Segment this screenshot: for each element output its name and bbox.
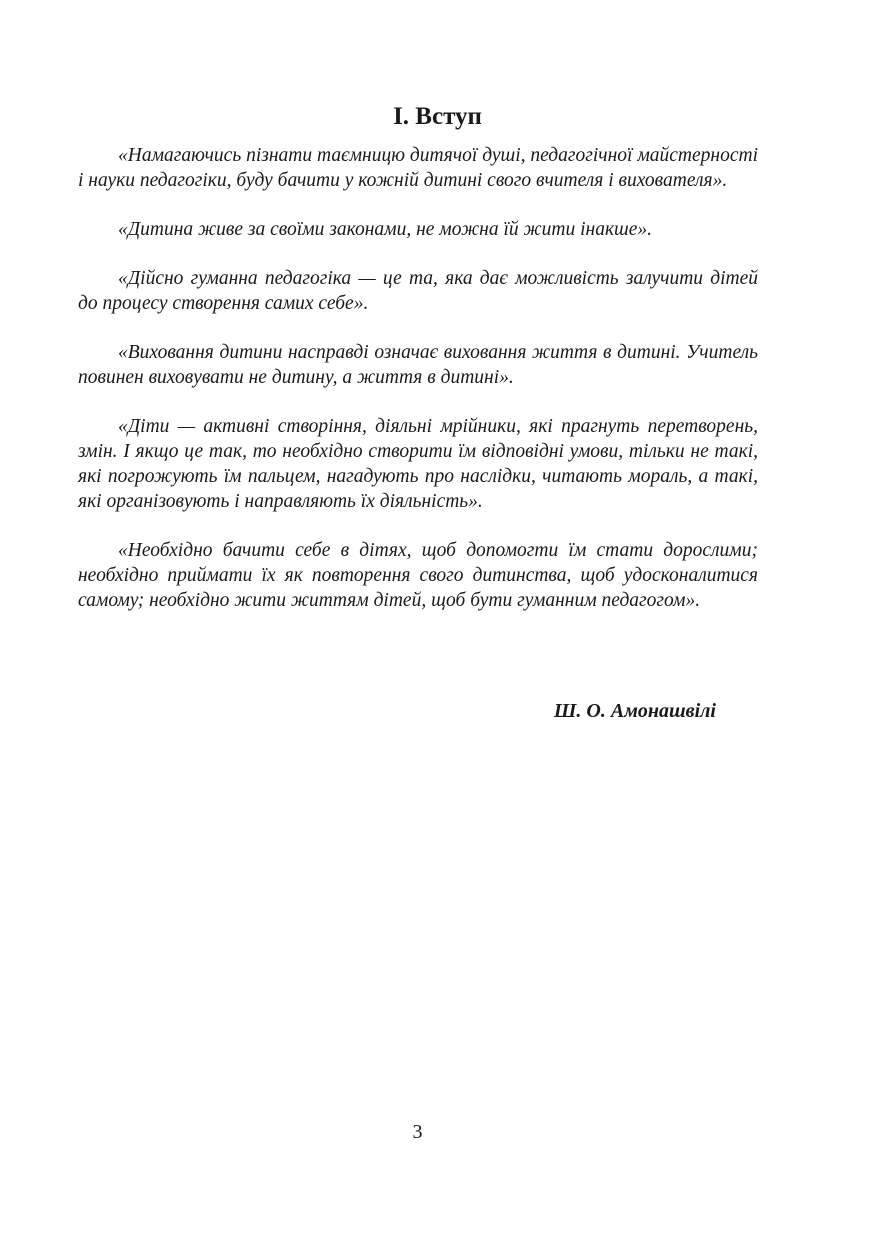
quote-1: «Намагаючись пізнати таємницю дитячої душі, педагогічної майстерності і науки педагогіки, буду бачити у кожній дитині свого вчителя і вихователя». <box>78 145 758 191</box>
quote-6: «Необхідно бачити себе в дітях, щоб допомогти їм стати дорослими; необхідно приймати їх як повторення свого дитинства, щоб удосконалитися самому; необхідно жити життям дітей, щоб бути гуманним педагогом». <box>78 540 758 611</box>
quote-5: «Діти — активні створіння, діяльні мрійники, які прагнуть перетворень, змін. І якщо це так, то необхідно створити їм відповідні умови, тільки не такі, які погрожують їм пальцем, нагадують про наслідки, читають мораль, а такі, які організовують і направляють їх діяльність». <box>78 416 758 512</box>
quotes-section <box>78 143 758 637</box>
quote-3: «Дійсно гуманна педагогіка — це та, яка дає можливість залучити дітей до процесу створення самих себе». <box>78 268 758 314</box>
quote-4: «Виховання дитини насправді означає виховання життя в дитині. Учитель повинен виховувати не дитину, а життя в дитині». <box>78 342 758 388</box>
page-number: 3 <box>412 1121 423 1143</box>
quote-2: «Дитина живе за своїми законами, не можна їй жити інакше». <box>118 219 653 240</box>
page-title: І. Вступ <box>393 103 482 130</box>
quote-author: Ш. О. Амонашвілі <box>553 700 716 722</box>
